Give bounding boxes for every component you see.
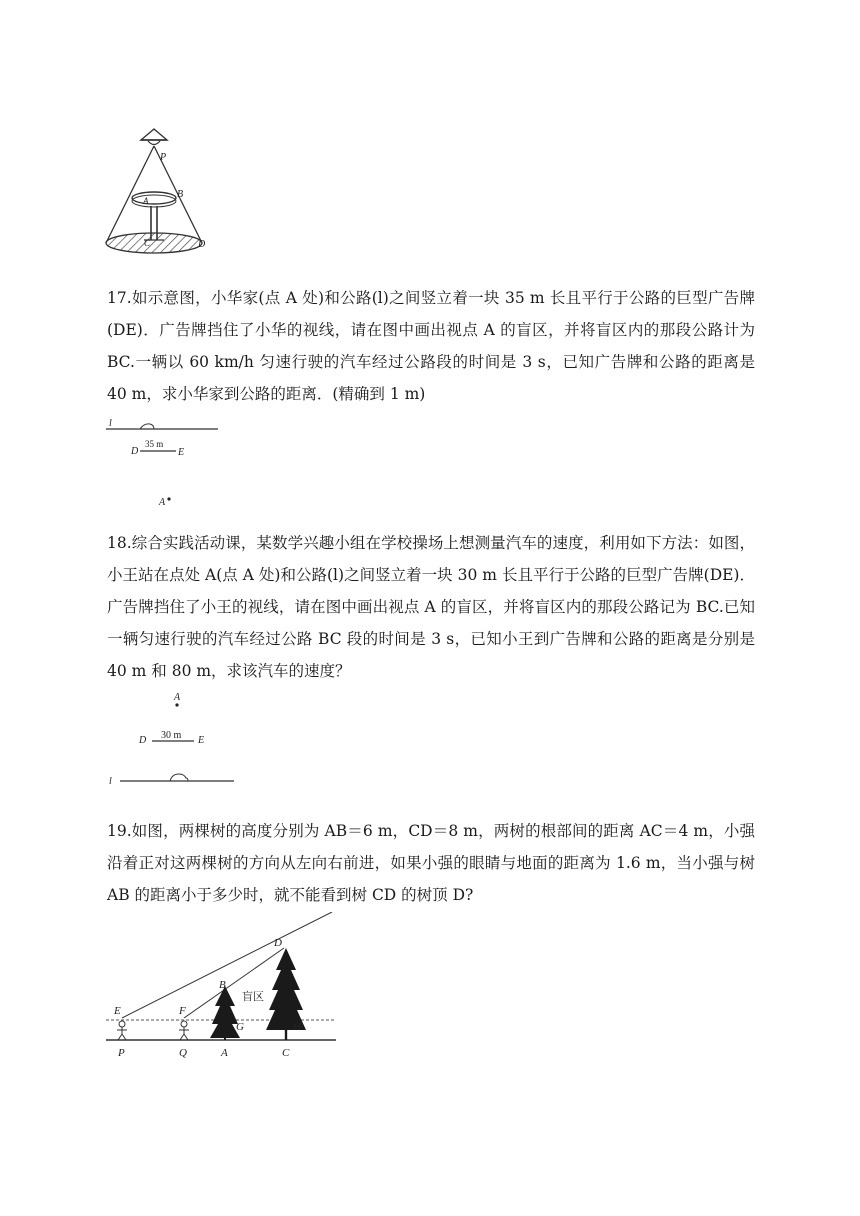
q19-person-Q [179,1021,189,1040]
question-17-text: 17.如示意图，小华家(点 A 处)和公路(l)之间竖立着一块 35 m 长且平行于公路的巨型广告牌(DE)．广告牌挡住了小华的视线，请在图中画出视点 A 的盲区，并将盲区内的那段公路计为 BC.一辆以 60 km/h 匀速行驶的汽车经过公路段的时间是 3 s，已知广告牌和公路的距离是 40 m，求小华家到公路的距离．(精确到 1 m) [107,289,755,403]
label-C: C [144,238,151,248]
question-18-text: 18.综合实践活动课，某数学兴趣小组在学校操场上想测量汽车的速度，利用如下方法：如图，小王站在点处 A(点 A 处)和公路(l)之间竖立着一块 30 m 长且平行于公路的巨型广告牌(DE)．广告牌挡住了小王的视线，请在图中画出视点 A 的盲区，并将盲区内的那段公路记为 BC.已知一辆匀速行驶的汽车经过公路 BC 段的时间是 3 s，已知小王到广告牌和公路的距离是分别是 40 m 和 80 m，求该汽车的速度？ [107,534,755,680]
q18-label-l: l [109,776,112,787]
q18-label-A: A [174,692,181,703]
q19-person-P [117,1021,127,1040]
question-19-text: 19.如图，两棵树的高度分别为 AB＝6 m，CD＝8 m，两树的根部间的距离 AC＝4 m，小强沿着正对这两棵树的方向从左向右前进，如果小强的眼睛与地面的距离为 1.6 m，当小强与树 AB 的距离小于多少时，就不能看到树 CD 的树顶 D? [107,822,755,904]
question-18 [107,527,755,687]
q17-label-l: l [109,418,112,429]
label-D: D [198,239,206,250]
q19-label-H: H [293,1021,301,1033]
figure-q17 [104,414,224,510]
figure-lamp-cone [100,126,220,262]
disk-top [132,192,176,204]
q17-label-D: D [131,446,139,457]
lamp-shade [141,129,167,140]
q19-label-D: D [274,937,282,949]
label-A: A [143,196,149,206]
q19-label-E: E [114,1005,121,1017]
q19-label-C: C [282,1047,290,1059]
figure-q19-trees [104,912,344,1062]
q17-car-icon [140,424,154,429]
q19-label-Q: Q [179,1047,187,1059]
q19-sight-line-F [184,948,284,1018]
q19-label-G: G [236,1021,244,1033]
q18-label-D: D [139,735,147,746]
q17-label-length: 35 m [145,439,164,449]
q17-point-A [167,497,170,500]
q19-label-P: P [118,1047,125,1059]
q19-label-A: A [221,1047,228,1059]
q17-label-A: A [159,497,166,508]
label-B: B [177,189,184,200]
q19-label-blind-zone: 盲区 [242,991,264,1003]
q18-car-icon [170,774,188,781]
q18-label-E: E [198,735,205,746]
q19-label-B: B [219,979,226,991]
label-P: P [160,152,167,163]
q17-label-E: E [178,447,185,458]
q18-label-length: 30 m [161,730,182,741]
figure-q18 [104,688,244,794]
question-19 [107,815,755,911]
q18-point-A [175,703,178,706]
shadow-ellipse [106,233,202,253]
q19-label-F: F [179,1005,186,1017]
question-17 [107,282,755,410]
